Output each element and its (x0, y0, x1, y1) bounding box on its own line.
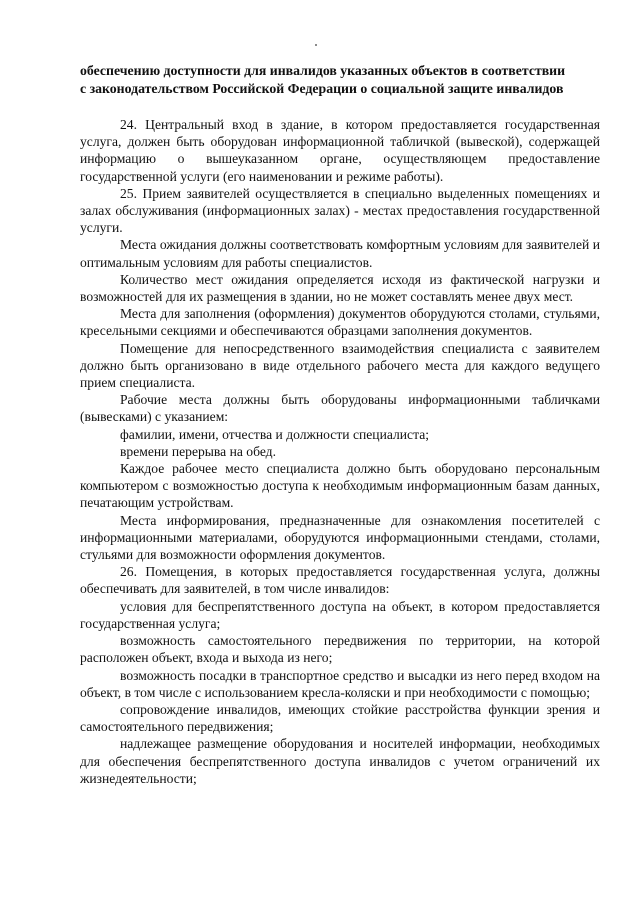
heading-line-1: обеспечению доступности для инвалидов указанных объектов в соответствии (80, 63, 566, 78)
paragraph-26: 26. Помещения, в которых предоставляется государственная услуга, должны обеспечивать для заявителей, в том числе инвалидов: (80, 564, 600, 597)
paragraph-filling-places: Места для заполнения (оформления) документов оборудуются столами, стульями, кресельными секциями и обеспечиваются образцами заполнения документов. (80, 306, 600, 339)
scan-dot (315, 44, 317, 46)
paragraph-workplace-equipment: Каждое рабочее место специалиста должно быть оборудовано персональным компьютером с возможностью доступа к необходимым информационным базам данных, печатающим устройствам. (80, 461, 600, 511)
list-item-name: фамилии, имени, отчества и должности специалиста; (120, 426, 430, 442)
paragraph-25: 25. Прием заявителей осуществляется в специально выделенных помещениях и залах обслуживания (информационных залах) - местах предоставления государственной услуги. (80, 185, 600, 236)
paragraph-24: 24. Центральный вход в здание, в котором предоставляется государственная услуга, должен быть оборудован информационной табличкой (вывеской), содержащей информацию о вышеуказанном органе, осуществляющем предоставление государственной услуги (его наименовании и режиме работы). (80, 117, 600, 184)
list-item-transport: возможность посадки в транспортное средство и высадки из него перед входом на объект, в том числе с использованием кресла-коляски и при необходимости с помощью; (80, 667, 600, 700)
heading-line-2: с законодательством Российской Федерации о социальной защите инвалидов (80, 81, 564, 96)
document-body (80, 116, 600, 787)
list-item-movement: возможность самостоятельного передвижения по территории, на которой расположен объект, входа и выхода из него; (80, 633, 600, 666)
paragraph-workplace-signs: Рабочие места должны быть оборудованы информационными табличками (вывесками) с указанием: (80, 392, 600, 425)
section-heading (80, 0, 600, 98)
paragraph-interaction-room: Помещение для непосредственного взаимодействия специалиста с заявителем должно быть организовано в виде отдельного рабочего места для каждого ведущего прием специалиста. (80, 340, 600, 391)
paragraph-waiting-count: Количество мест ожидания определяется исходя из фактической нагрузки и возможностей для их размещения в здании, но не может составлять менее двух мест. (80, 271, 600, 305)
list-item-escort: сопровождение инвалидов, имеющих стойкие расстройства функции зрения и самостоятельного передвижения; (80, 701, 600, 735)
list-item-access: условия для беспрепятственного доступа на объект, в котором предоставляется государственная услуга; (80, 598, 600, 631)
paragraph-information-places: Места информирования, предназначенные для ознакомления посетителей с информационными материалами, оборудуются информационными стендами, столами, стульями для возможности оформления документов. (80, 512, 600, 563)
list-item-break: времени перерыва на обед. (120, 443, 276, 459)
paragraph-waiting-places: Места ожидания должны соответствовать комфортным условиям для заявителей и оптимальным условиям для работы специалистов. (80, 237, 600, 270)
list-item-equipment: надлежащее размещение оборудования и носителей информации, необходимых для обеспечения беспрепятственного доступа инвалидов с учетом ограничений их жизнедеятельности; (80, 736, 600, 786)
